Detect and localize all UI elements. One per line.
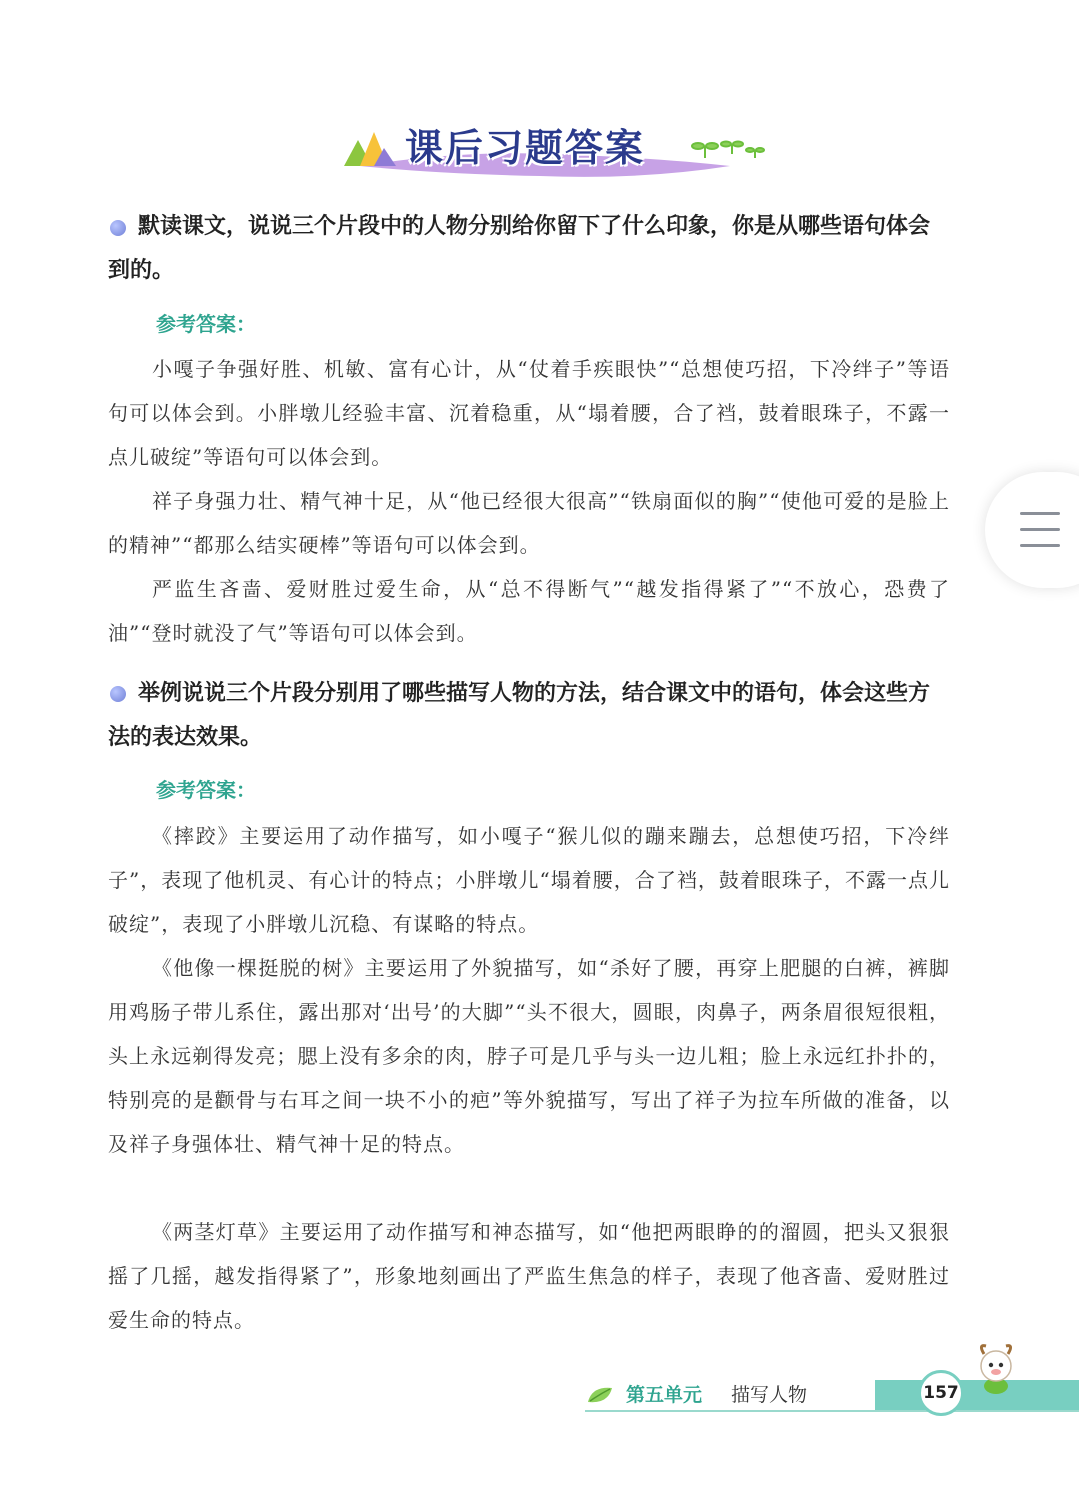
answer-2-paragraph-1: 《摔跤》主要运用了动作描写，如小嘎子“猴儿似的蹦来蹦去，总想使巧招，下冷绊子”，表现了他机灵、有心计的特点；小胖墩儿“塌着腰，合了裆，鼓着眼珠子，不露一点儿破绽”，表现了小胖墩儿沉稳、有谋略的特点。: [108, 824, 950, 936]
question-1-prompt: 默读课文，说说三个片段中的人物分别给你留下了什么印象，你是从哪些语句体会到的。: [108, 214, 931, 283]
answer-2-paragraph-3: 《两茎灯草》主要运用了动作描写和神态描写，如“他把两眼睁的的溜圆，把头又狠狠摇了几摇，越发指得紧了”，形象地刻画出了严监生焦急的样子，表现了他吝啬、爱财胜过爱生命的特点。: [108, 1220, 950, 1332]
footer-topic: 描写人物: [731, 1384, 808, 1406]
footer-unit: 第五单元: [626, 1384, 703, 1406]
question-2-prompt: 举例说说三个片段分别用了哪些描写人物的方法，结合课文中的语句，体会这些方法的表达效果。: [108, 681, 931, 750]
page-number: 157: [918, 1370, 964, 1416]
footer-rule: [585, 1410, 1079, 1412]
mountain-icon: [344, 132, 396, 166]
sprout-icon: [692, 142, 764, 159]
answer-2-paragraph-2: 《他像一棵挺脱的树》主要运用了外貌描写，如“杀好了腰，再穿上肥腿的白裤，裤脚用鸡肠子带儿系住，露出那对‘出号’的大脚”“头不很大，圆眼，肉鼻子，两条眉很短很粗，头上永远剃得发亮；腮上没有多余的肉，脖子可是几乎与头一边儿粗；脸上永远红扑扑的，特别亮的是颧骨与右耳之间一块不小的疤”等外貌描写，写出了祥子为拉车所做的准备，以及祥子身强体壮、精气神十足的特点。: [108, 956, 950, 1156]
page-title: 课后习题答案: [405, 126, 646, 170]
answer-1-paragraph-3: 严监生吝啬、爱财胜过爱生命，从“总不得断气”“越发指得紧了”“不放心，恐费了油”“登时就没了气”等语句可以体会到。: [108, 577, 950, 645]
answer-1-paragraph-2: 祥子身强力壮、精气神十足，从“他已经很大很高”“铁扇面似的胸”“使他可爱的是脸上的精神”“都那么结实硬棒”等语句可以体会到。: [108, 489, 950, 557]
answer-1-paragraph-1: 小嘎子争强好胜、机敏、富有心计，从“仗着手疾眼快”“总想使巧招，下冷绊子”等语句可以体会到。小胖墩儿经验丰富、沉着稳重，从“塌着腰，合了裆，鼓着眼珠子，不露一点儿破绽”等语句可以体会到。: [108, 357, 950, 469]
leaf-icon: [586, 1384, 616, 1406]
answer-2-label: 参考答案：: [156, 778, 256, 802]
answer-1-label: 参考答案：: [156, 312, 256, 336]
goat-mascot-icon: [968, 1340, 1024, 1396]
